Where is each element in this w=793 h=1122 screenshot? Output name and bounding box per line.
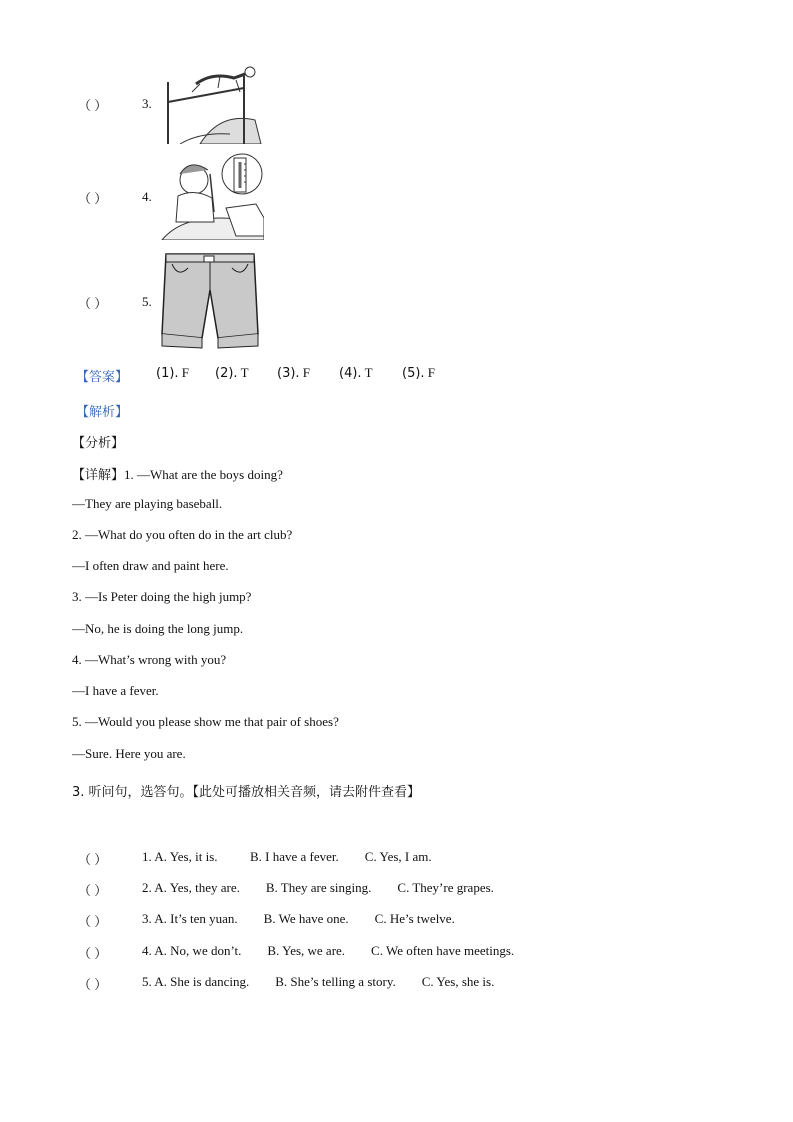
question-text: 5. A. She is dancing. B. She’s telling a story. C. Yes, she is.	[142, 974, 495, 989]
question-text: 3. A. It’s ten yuan. B. We have one. C. He’s twelve.	[142, 911, 455, 926]
answer-paren[interactable]: （ ）	[78, 191, 108, 206]
detail-line: 4. —What’s wrong with you?	[72, 652, 227, 667]
detail-line: —No, he is doing the long jump.	[72, 621, 244, 636]
high-jump-picture-icon	[160, 62, 262, 144]
answer-paren[interactable]: （ ）	[78, 914, 108, 929]
item-number: 3.	[142, 96, 152, 111]
shorts-picture-icon	[158, 250, 262, 350]
sick-boy-thermometer-picture-icon	[160, 152, 264, 240]
answer-item: (4). T	[339, 365, 373, 381]
question-text: 1. A. Yes, it is. B. I have a fever. C. Yes, I am.	[142, 849, 432, 864]
answer-paren[interactable]: （ ）	[78, 296, 108, 311]
answer-paren[interactable]: （ ）	[78, 977, 108, 992]
answer-item: (1). F	[156, 365, 190, 381]
answer-paren[interactable]: （ ）	[78, 946, 108, 961]
answer-paren[interactable]: （ ）	[78, 852, 108, 867]
fenxi-label: 【分析】	[72, 436, 125, 451]
detail-line: —I often draw and paint here.	[72, 558, 229, 573]
question-row	[78, 943, 107, 962]
question-row	[78, 911, 107, 930]
detail-line: 5. —Would you please show me that pair of shoes?	[72, 714, 339, 729]
detail-line: 3. —Is Peter doing the high jump?	[72, 589, 252, 604]
detail-line: 2. —What do you often do in the art club?	[72, 527, 293, 542]
detail-line: —Sure. Here you are.	[72, 746, 186, 761]
item-number: 5.	[142, 294, 152, 309]
detail-line: —I have a fever.	[72, 683, 159, 698]
answer-paren[interactable]: （ ）	[78, 883, 108, 898]
question-row	[78, 849, 107, 868]
detail-line: 【详解】1. —What are the boys doing?	[72, 467, 283, 482]
answer-item: (2). T	[215, 365, 249, 381]
question-text: 4. A. No, we don’t. B. Yes, we are. C. We often have meetings.	[142, 943, 515, 958]
question-row	[78, 880, 107, 899]
detail-line: —They are playing baseball.	[72, 496, 223, 511]
answer-label: 【答案】	[76, 370, 129, 385]
answer-item: (5). F	[402, 365, 436, 381]
question-row	[78, 974, 107, 993]
picture-item-5	[78, 293, 107, 312]
section-3-title: 3. 听问句，选答句。【此处可播放相关音频，请去附件查看】	[72, 785, 421, 800]
picture-item-4	[78, 188, 107, 207]
answer-item: (3). F	[277, 365, 311, 381]
question-text: 2. A. Yes, they are. B. They are singing. C. They’re grapes.	[142, 880, 494, 895]
analysis-label: 【解析】	[76, 405, 129, 420]
item-number: 4.	[142, 189, 152, 204]
answer-paren[interactable]: （ ）	[78, 98, 108, 113]
picture-item-3	[78, 95, 107, 114]
